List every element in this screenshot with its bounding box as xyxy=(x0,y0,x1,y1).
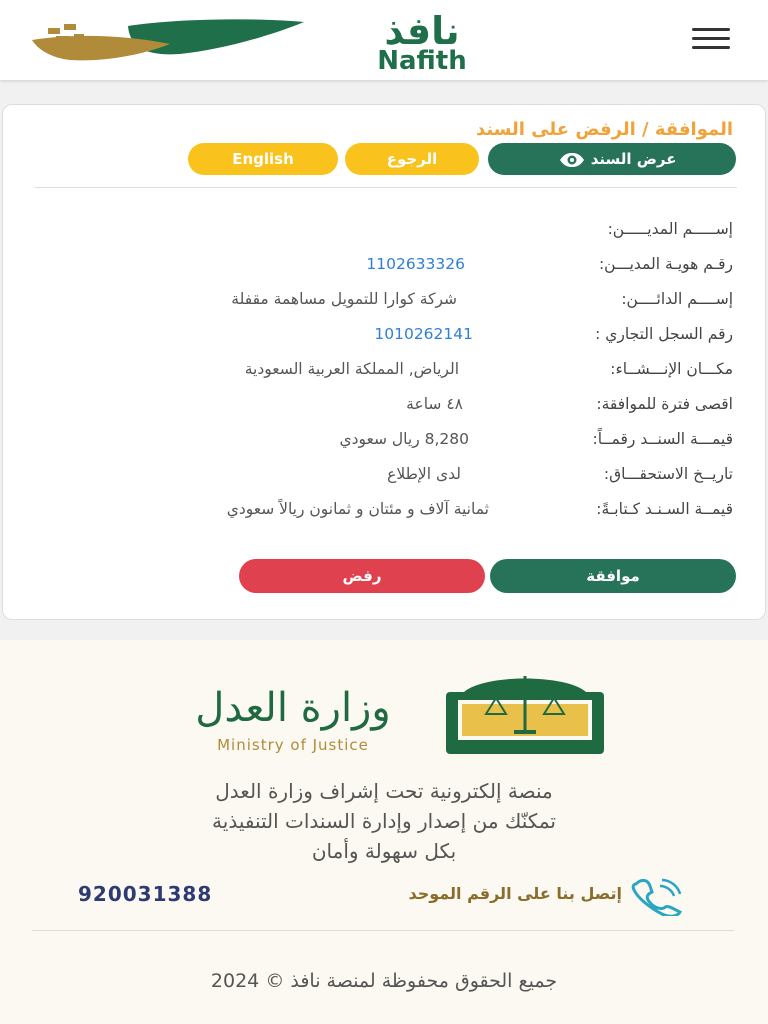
creditor-name-value: شركة كوارا للتمويل مساهمة مقفلة xyxy=(231,290,457,308)
max-approval-period-row xyxy=(33,390,733,418)
phone-icon xyxy=(628,876,690,916)
copyright: جميع الحقوق محفوظة لمنصة نافذ © 2024 xyxy=(210,970,558,992)
moj-arabic-name: وزارة العدل xyxy=(195,685,391,731)
debtor-name-label: إســـــم المديـــــن: xyxy=(607,220,733,238)
place-of-issue-row xyxy=(33,355,733,383)
creditor-name-label: إســــم الدائــــن: xyxy=(621,290,733,308)
due-date-label: تاريــخ الاستحقـــاق: xyxy=(603,465,733,483)
bond-amount-written-label: قيمــة السـنـد كـتابـةً: xyxy=(596,500,733,518)
place-of-issue-value: الرياض, المملكة العربية السعودية xyxy=(244,360,459,378)
bond-amount-numeric-row xyxy=(33,425,733,453)
accept-button[interactable]: موافقة xyxy=(490,559,736,593)
max-approval-period-value: ٤٨ ساعة xyxy=(406,395,463,413)
bond-amount-written-row xyxy=(33,495,733,523)
debtor-id-label: رقـم هويـة المديـــن: xyxy=(598,255,733,273)
page-title: الموافقة / الرفض على السند xyxy=(475,119,733,140)
bond-approval-card xyxy=(2,104,766,620)
reject-button[interactable]: رفض xyxy=(239,559,485,593)
footer-divider xyxy=(32,930,734,931)
divider xyxy=(35,187,737,188)
back-button[interactable]: الرجوع xyxy=(345,143,479,175)
commercial-register-value: 1010262141 xyxy=(374,325,473,343)
commercial-register-label: رقم السجل التجاري : xyxy=(595,325,733,343)
due-date-row xyxy=(33,460,733,488)
bond-amount-numeric-value: 8,280 ريال سعودي xyxy=(339,430,469,448)
english-button[interactable]: English xyxy=(188,143,338,175)
contact-number[interactable]: 920031388 xyxy=(78,882,213,906)
header xyxy=(0,0,768,80)
max-approval-period-label: اقصى فترة للموافقة: xyxy=(596,395,733,413)
moj-english-name: Ministry of Justice xyxy=(217,736,369,754)
debtor-id-value: 1102633326 xyxy=(366,255,465,273)
tagline xyxy=(60,776,708,866)
logo-english-text: Nafith xyxy=(377,46,467,76)
view-bond-button[interactable] xyxy=(488,143,736,175)
footer xyxy=(0,640,768,1024)
moj-emblem-icon xyxy=(444,670,606,756)
bond-amount-numeric-label: قيمـــة السنــد رقمــاً: xyxy=(592,430,733,448)
due-date-value: لدى الإطلاع xyxy=(387,465,461,483)
tagline-line-3: بكل سهولة وأمان xyxy=(311,839,457,863)
nafith-logo-mark-icon xyxy=(30,10,330,72)
debtor-name-row xyxy=(33,215,733,243)
contact-label: إتصل بنا على الرقم الموحد xyxy=(408,884,622,903)
creditor-name-row xyxy=(33,285,733,313)
menu-icon[interactable] xyxy=(688,24,734,54)
debtor-id-row xyxy=(33,250,733,278)
tagline-line-1: منصة إلكترونية تحت إشراف وزارة العدل xyxy=(215,779,553,803)
eye-icon xyxy=(559,152,585,168)
view-bond-label: عرض السند xyxy=(590,150,677,168)
nafith-logo[interactable] xyxy=(30,9,475,76)
contact-section xyxy=(0,876,768,916)
logo-arabic-text: نافذ xyxy=(384,9,460,53)
place-of-issue-label: مكـــان الإنـــشــاء: xyxy=(610,360,733,378)
commercial-register-row xyxy=(33,320,733,348)
bond-amount-written-value: ثمانية آلاف و مئتان و ثمانون ريالاً سعودي xyxy=(226,500,489,518)
tagline-line-2: تمكنّك من إصدار وإدارة السندات التنفيذية xyxy=(212,809,556,833)
